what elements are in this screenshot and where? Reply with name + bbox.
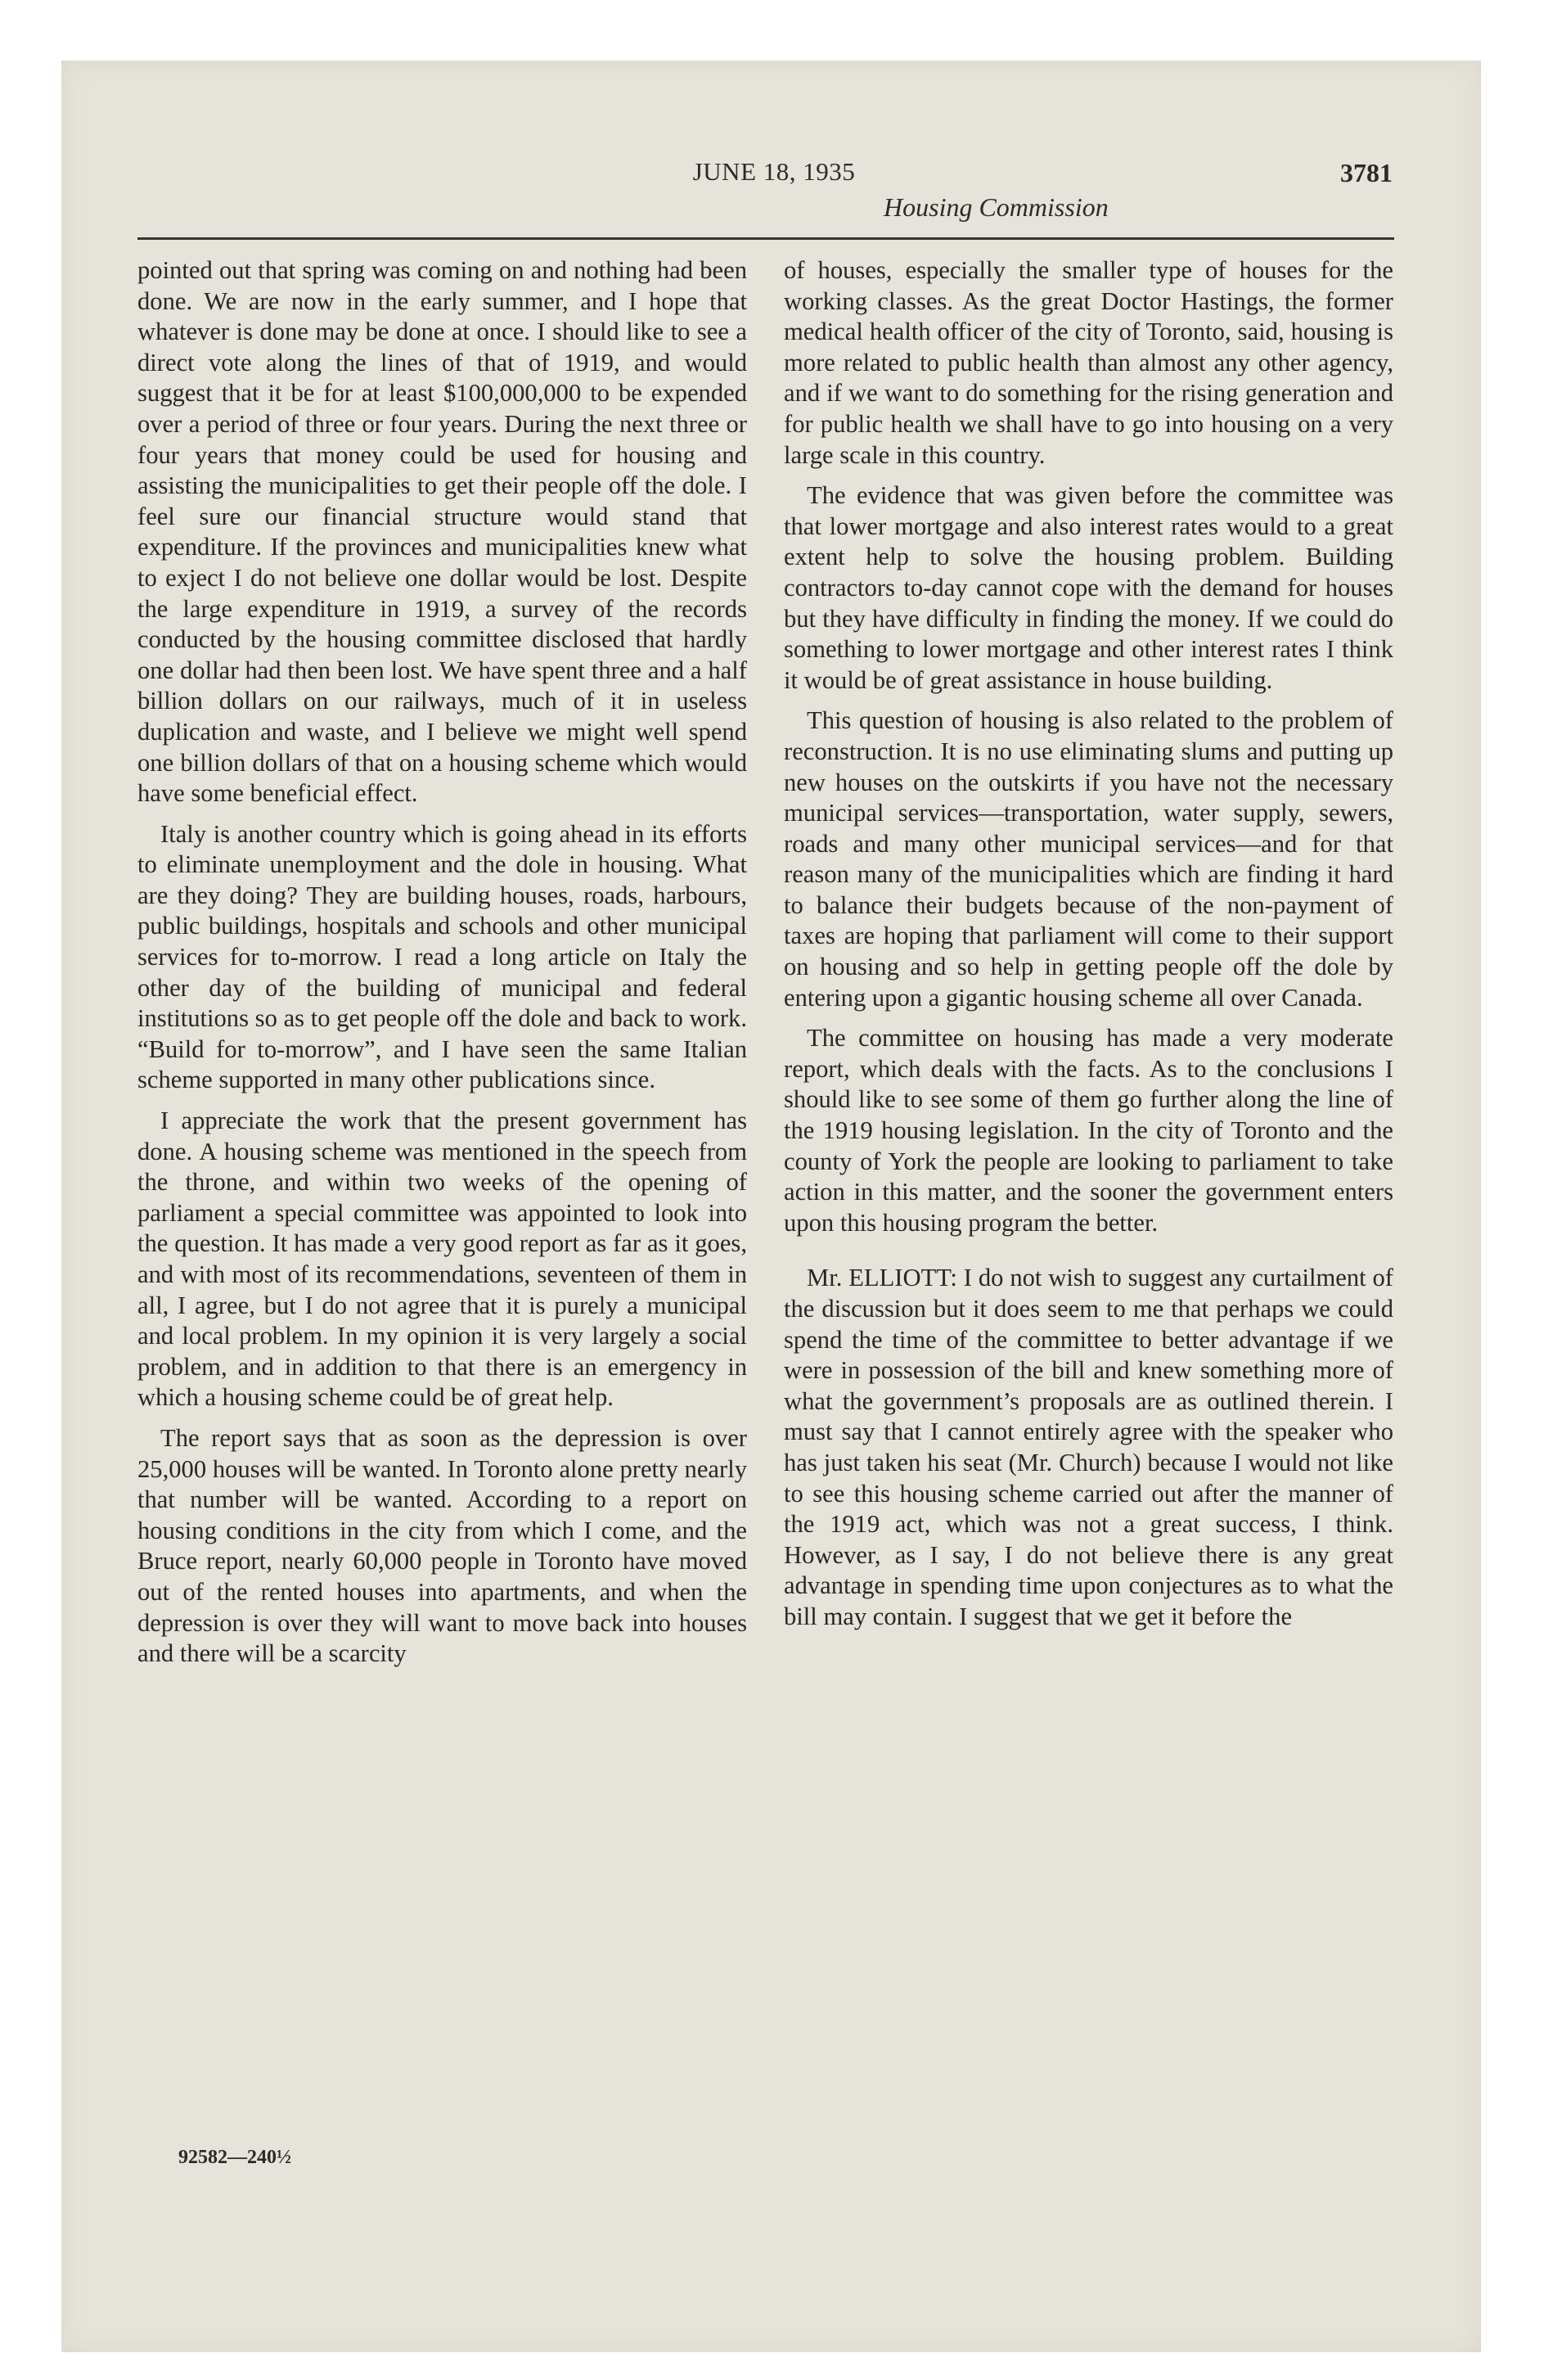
paragraph: The report says that as soon as the depression is over 25,000 houses will be wanted. In Toronto alone pretty nearly that number will be wanted. According to a report on housing conditions in the city from which I come, and the Bruce report, nearly 60,000 people in Toronto have moved out of the rented houses into apartments, and when the depression is over they will want to move back into houses and there will be a scarcity — [137, 1423, 747, 1668]
header-rule — [137, 237, 1394, 240]
paragraph: The committee on housing has made a very moderate report, which deals with the facts. As to the conclusions I should like to see some of them go further along the line of the 1919 housing legislation. In the city of Toronto and the county of York the people are looking to parliament to take action in this matter, and the sooner the government enters upon this housing program the better. — [784, 1024, 1393, 1237]
speech-paragraph: Mr. ELLIOTT: I do not wish to suggest any curtailment of the discussion but it does seem to me that perhaps we could spend the time of the committee to better advantage if we were in possession of the bill and knew something more of what the government’s proposals are as outlined therein. I must say that I cannot entirely agree with the speaker who has just taken his seat (Mr. Church) because I would not like to see this housing scheme carried out after the manner of the 1919 act, which was not a great success, I think. However, as I say, I do not believe there is any great advantage in spending time upon conjectures as to what the bill may contain. I suggest that we get it before the — [784, 1264, 1393, 1630]
page-number: 3781 — [1340, 158, 1393, 187]
section-title: Housing Commission — [884, 192, 1109, 222]
right-column — [784, 255, 1393, 1643]
left-column — [137, 255, 747, 1679]
paragraph: The evidence that was given before the committee was that lower mortgage and also interest rates would to a great extent help to solve the housing problem. Building contractors to-day cannot cope with the demand for houses but they have difficulty in finding the money. If we could do something to lower mortgage and other interest rates I think it would be of great assistance in house building. — [784, 481, 1393, 694]
paragraph: of houses, especially the smaller type of houses for the working classes. As the great Doctor Hastings, the former medical health officer of the city of Toronto, said, housing is more related to public health than almost any other agency, and if we want to do something for the rising generation and for public health we shall have to go into housing on a very large scale in this country. — [784, 256, 1393, 469]
paragraph: This question of housing is also related to the problem of reconstruction. It is no use eliminating slums and putting up new houses on the outskirts if you have not the necessary municipal services—transportation, water supply, sewers, roads and many other municipal services—and for that reason many of the municipalities which are finding it hard to balance their budgets because of the non-payment of taxes are hoping that parliament will come to their support on housing and so help in getting people off the dole by entering upon a gigantic housing scheme all over Canada. — [784, 706, 1393, 1012]
paragraph: pointed out that spring was coming on and nothing had been done. We are now in the early summer, and I hope that whatever is done may be done at once. I should like to see a direct vote along the lines of that of 1919, and would suggest that it be for at least $100,000,000 to be expended over a period of three or four years. During the next three or four years that money could be used for housing and assisting the municipalities to get their people off the dole. I feel sure our financial structure would stand that expenditure. If the provinces and municipalities knew what to exject I do not believe one dollar would be lost. Despite the large expenditure in 1919, a survey of the records conducted by the housing committee disclosed that hardly one dollar had then been lost. We have spent three and a half billion dollars on our railways, much of it in useless duplication and waste, and I believe we might well spend one billion dollars of that on a housing scheme which would have some beneficial effect. — [137, 256, 747, 808]
page-date: JUNE 18, 1935 — [692, 157, 856, 186]
paragraph: I appreciate the work that the present government has done. A housing scheme was mentioned in the speech from the throne, and within two weeks of the opening of parliament a special committee was appointed to look into the question. It has made a very good report as far as it goes, and with most of its recommendations, seventeen of them in all, I agree, but I do not agree that it is purely a municipal and local problem. In my opinion it is very largely a social problem, and in addition to that there is an emergency in which a housing scheme could be of great help. — [137, 1107, 747, 1412]
paragraph: Italy is another country which is going ahead in its efforts to eliminate unemployment and the dole in housing. What are they doing? They are building houses, roads, harbours, public buildings, hospitals and schools and other municipal services for to-morrow. I read a long article on Italy the other day of the building of municipal and federal institutions so as to get people off the dole and back to work. “Build for to-morrow”, and I have seen the same Italian scheme supported in many other publications since. — [137, 819, 747, 1094]
print-code: 92582—240½ — [178, 2147, 291, 2168]
